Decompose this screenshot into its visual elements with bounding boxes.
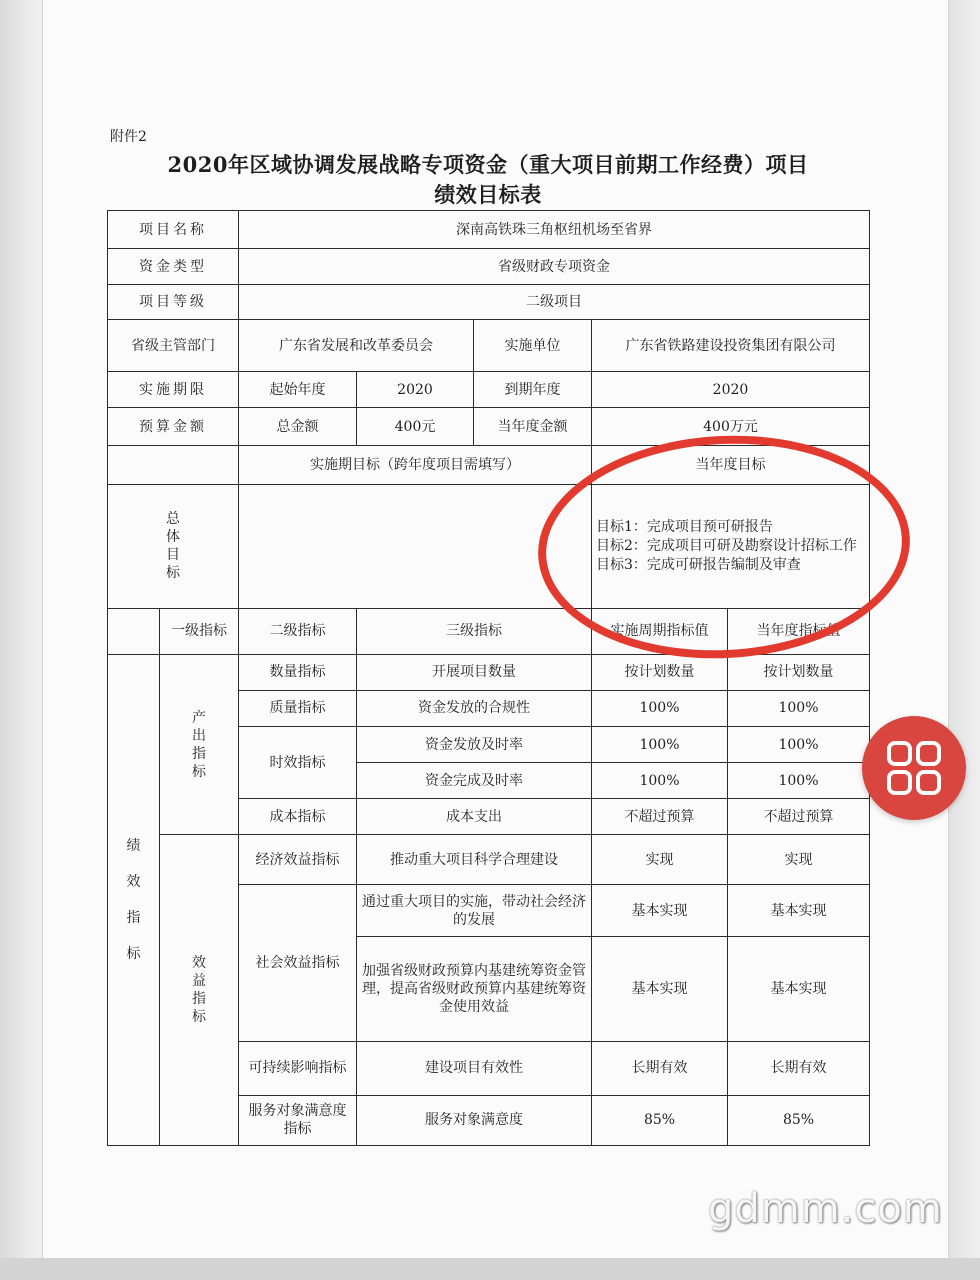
site-watermark: gdmm.com — [708, 1186, 943, 1232]
level2-cell: 数量指标 — [239, 654, 357, 690]
project-name-value: 深南高铁珠三角枢纽机场至省界 — [239, 211, 870, 249]
year-value-cell: 基本实现 — [728, 885, 870, 937]
year-value-cell: 100% — [728, 763, 870, 799]
current-goal-header: 当年度目标 — [592, 446, 870, 484]
end-year-value: 2020 — [592, 372, 870, 408]
benefit-indicator-label: 效 益 指 标 — [160, 835, 239, 1146]
year-value-cell: 实现 — [728, 835, 870, 885]
attachment-label: 附件2 — [110, 129, 147, 145]
level2-cell: 成本指标 — [239, 799, 357, 835]
overall-goal-label: 总 体 目 标 — [108, 484, 239, 608]
floating-menu-button[interactable] — [862, 716, 966, 820]
year-value-cell: 按计划数量 — [728, 654, 870, 690]
level3-header: 三级指标 — [357, 608, 592, 654]
budget-label: 预算金额 — [108, 408, 239, 446]
period-value-cell: 基本实现 — [592, 937, 728, 1041]
table-row — [108, 249, 870, 285]
table-row — [108, 484, 870, 608]
scan-left-edge — [0, 0, 42, 1280]
project-level-value: 二级项目 — [239, 285, 870, 320]
period-value-cell: 不超过预算 — [592, 799, 728, 835]
goal-item: 目标1：完成项目预可研报告 — [596, 518, 773, 535]
period-goal-content — [239, 484, 592, 608]
period-value-cell: 100% — [592, 763, 728, 799]
scan-right-edge — [947, 0, 980, 1280]
table-row — [108, 654, 870, 690]
period-value-cell: 100% — [592, 727, 728, 763]
table-row — [108, 320, 870, 372]
level3-cell: 建设项目有效性 — [357, 1041, 592, 1095]
level2-cell: 质量指标 — [239, 690, 357, 726]
table-row — [108, 835, 870, 885]
title-line-1: 2020年区域协调发展战略专项资金（重大项目前期工作经费）项目 — [167, 152, 809, 177]
level3-cell: 资金完成及时率 — [357, 763, 592, 799]
year-value-cell: 不超过预算 — [728, 799, 870, 835]
dept-value: 广东省发展和改革委员会 — [239, 320, 474, 372]
level3-cell: 通过重大项目的实施，带动社会经济的发展 — [357, 885, 592, 937]
year-value-header: 当年度指标值 — [728, 608, 870, 654]
level3-cell: 资金发放的合规性 — [357, 690, 592, 726]
document-title — [108, 150, 868, 210]
grid-menu-icon — [885, 739, 943, 797]
end-year-label: 到期年度 — [474, 372, 592, 408]
perf-indicator-label: 绩 效 指 标 — [108, 654, 160, 1145]
output-indicator-label: 产 出 指 标 — [160, 654, 239, 834]
current-year-amount-value: 400万元 — [592, 408, 870, 446]
level3-cell: 开展项目数量 — [357, 654, 592, 690]
current-year-amount-label: 当年度金额 — [474, 408, 592, 446]
year-value-cell: 基本实现 — [728, 937, 870, 1041]
fund-type-value: 省级财政专项资金 — [239, 249, 870, 285]
period-value-cell: 按计划数量 — [592, 654, 728, 690]
table-row — [108, 285, 870, 320]
fund-type-label: 资金类型 — [108, 249, 239, 285]
level2-cell: 经济效益指标 — [239, 835, 357, 885]
level3-cell: 服务对象满意度 — [357, 1095, 592, 1145]
table-row — [108, 211, 870, 249]
title-line-2: 绩效目标表 — [434, 182, 542, 207]
table-row — [108, 408, 870, 446]
goal-item: 目标3：完成可研报告编制及审查 — [596, 556, 801, 573]
level3-cell: 推动重大项目科学合理建设 — [357, 835, 592, 885]
level2-cell: 社会效益指标 — [239, 885, 357, 1041]
table-row — [108, 608, 870, 654]
year-value-cell: 100% — [728, 690, 870, 726]
bottom-edge — [0, 1258, 980, 1280]
level2-cell: 时效指标 — [239, 727, 357, 799]
impl-unit-label: 实施单位 — [474, 320, 592, 372]
current-goal-content — [592, 484, 870, 608]
level2-cell: 可持续影响指标 — [239, 1041, 357, 1095]
period-value-cell: 85% — [592, 1095, 728, 1145]
table-row — [108, 372, 870, 408]
level3-cell: 加强省级财政预算内基建统筹资金管理，提高省级财政预算内基建统筹资金使用效益 — [357, 937, 592, 1041]
level3-cell: 资金发放及时率 — [357, 727, 592, 763]
dept-label: 省级主管部门 — [108, 320, 239, 372]
project-level-label: 项目等级 — [108, 285, 239, 320]
period-value-cell: 基本实现 — [592, 885, 728, 937]
total-label: 总金额 — [239, 408, 357, 446]
start-year-value: 2020 — [357, 372, 474, 408]
goal-item: 目标2：完成项目可研及勘察设计招标工作 — [596, 537, 857, 554]
period-value-cell: 实现 — [592, 835, 728, 885]
period-value-cell: 长期有效 — [592, 1041, 728, 1095]
period-goal-header: 实施期目标（跨年度项目需填写） — [239, 446, 592, 484]
total-value: 400元 — [357, 408, 474, 446]
impl-unit-value: 广东省铁路建设投资集团有限公司 — [592, 320, 870, 372]
level2-cell: 服务对象满意度指标 — [239, 1095, 357, 1145]
period-label: 实施期限 — [108, 372, 239, 408]
period-value-header: 实施周期指标值 — [592, 608, 728, 654]
year-value-cell: 85% — [728, 1095, 870, 1145]
performance-goal-table — [107, 210, 870, 1146]
project-name-label: 项目名称 — [108, 211, 239, 249]
table-row — [108, 446, 870, 484]
level3-cell: 成本支出 — [357, 799, 592, 835]
period-value-cell: 100% — [592, 690, 728, 726]
start-year-label: 起始年度 — [239, 372, 357, 408]
level1-header: 一级指标 — [160, 608, 239, 654]
year-value-cell: 长期有效 — [728, 1041, 870, 1095]
level2-header: 二级指标 — [239, 608, 357, 654]
year-value-cell: 100% — [728, 727, 870, 763]
